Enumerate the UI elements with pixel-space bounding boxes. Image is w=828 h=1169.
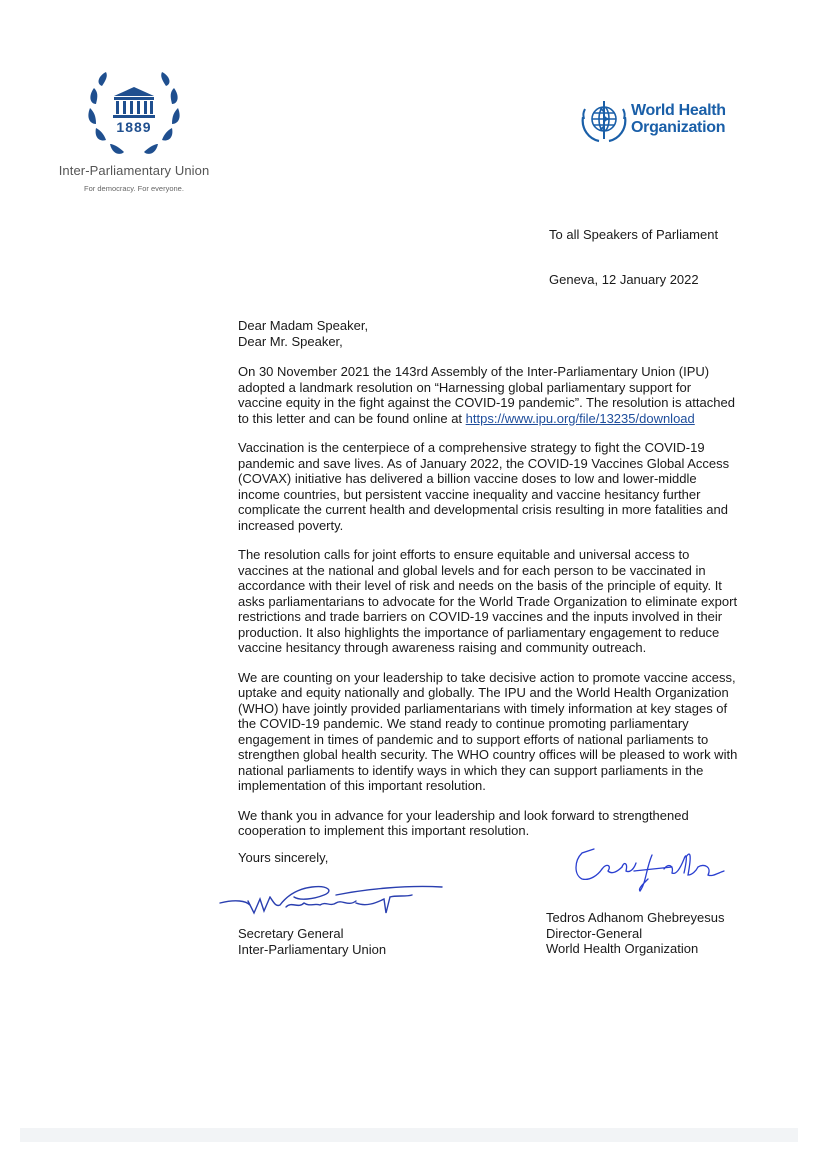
who-signature — [568, 845, 738, 893]
paragraph-1-text: On 30 November 2021 the 143rd Assembly of the Inter-Parliamentary Union (IPU) adopted a landmark resolution on “Harnessing global parliamentary support for vaccine equity in the fight against the COVID-19 pandemic”. The resolution is attached to this letter and can be found online at — [238, 364, 735, 426]
ipu-signatory — [238, 926, 386, 957]
ipu-logo — [84, 66, 184, 164]
who-signatory — [546, 910, 725, 957]
paragraph-3: The resolution calls for joint efforts to ensure equitable and universal access to vaccines at the national and global levels and for each person to be vaccinated in accordance with their level of risk and needs on the basis of the principle of equity. It asks parliamentarians to advocate for the World Trade Organization to eliminate export restrictions and trade barriers on COVID-19 vaccines and the inputs involved in their production. It also highlights the importance of parliamentary engagement to reduce vaccine hesitancy through awareness raising and community outreach. — [238, 547, 738, 655]
paragraph-1 — [238, 364, 738, 426]
who-name-line1: World Health — [631, 102, 726, 119]
who-name — [631, 102, 726, 136]
ipu-year: 1889 — [116, 119, 152, 135]
closing: Yours sincerely, — [238, 850, 329, 865]
salutation-line-1: Dear Madam Speaker, — [238, 318, 369, 333]
who-name-line2: Organization — [631, 119, 726, 136]
ipu-tagline: For democracy. For everyone. — [84, 184, 184, 193]
letter-body — [238, 318, 738, 853]
who-signatory-name: Tedros Adhanom Ghebreyesus — [546, 910, 725, 925]
who-signatory-title: Director-General — [546, 925, 643, 941]
salutation-line-2: Dear Mr. Speaker, — [238, 333, 343, 349]
place-date: Geneva, 12 January 2022 — [549, 272, 699, 287]
ipu-signatory-org: Inter-Parliamentary Union — [238, 941, 387, 957]
paragraph-5: We thank you in advance for your leadership and look forward to strengthened cooperation to implement this important resolution. — [238, 807, 689, 838]
salutation — [238, 318, 738, 349]
ipu-signatory-title: Secretary General — [238, 926, 344, 941]
resolution-link[interactable]: https://www.ipu.org/file/13235/download — [465, 410, 695, 426]
addressee: To all Speakers of Parliament — [549, 227, 719, 242]
scan-footer-strip — [20, 1128, 798, 1142]
ipu-name: Inter-Parliamentary Union — [58, 163, 210, 178]
who-signatory-org: World Health Organization — [546, 941, 699, 956]
paragraph-2: Vaccination is the centerpiece of a comprehensive strategy to fight the COVID-19 pandemic and save lives. As of January 2022, the COVID-19 Vaccines Global Access (COVAX) initiative has delivered a billion vaccine doses to low and lower-middle income countries, but persistent vaccine inequality and vaccine hesitancy further complicate the current health and developmental crisis resulting in more fatalities and increased poverty. — [238, 440, 730, 533]
paragraph-4: We are counting on your leadership to take decisive action to promote vaccine access, uptake and equity nationally and globally. The IPU and the World Health Organization (WHO) have jointly provided parliamentarians with timely information at key stages of the COVID-19 pandemic. We stand ready to continue promoting parliamentary engagement in times of pandemic and to support efforts of national parliaments to strengthen global health security. The WHO country offices will be pleased to work with national parliaments to identify ways in which they can support parliaments in the implementation of this important resolution. — [238, 669, 738, 793]
ipu-signature — [216, 873, 446, 923]
who-emblem-icon — [579, 97, 629, 143]
